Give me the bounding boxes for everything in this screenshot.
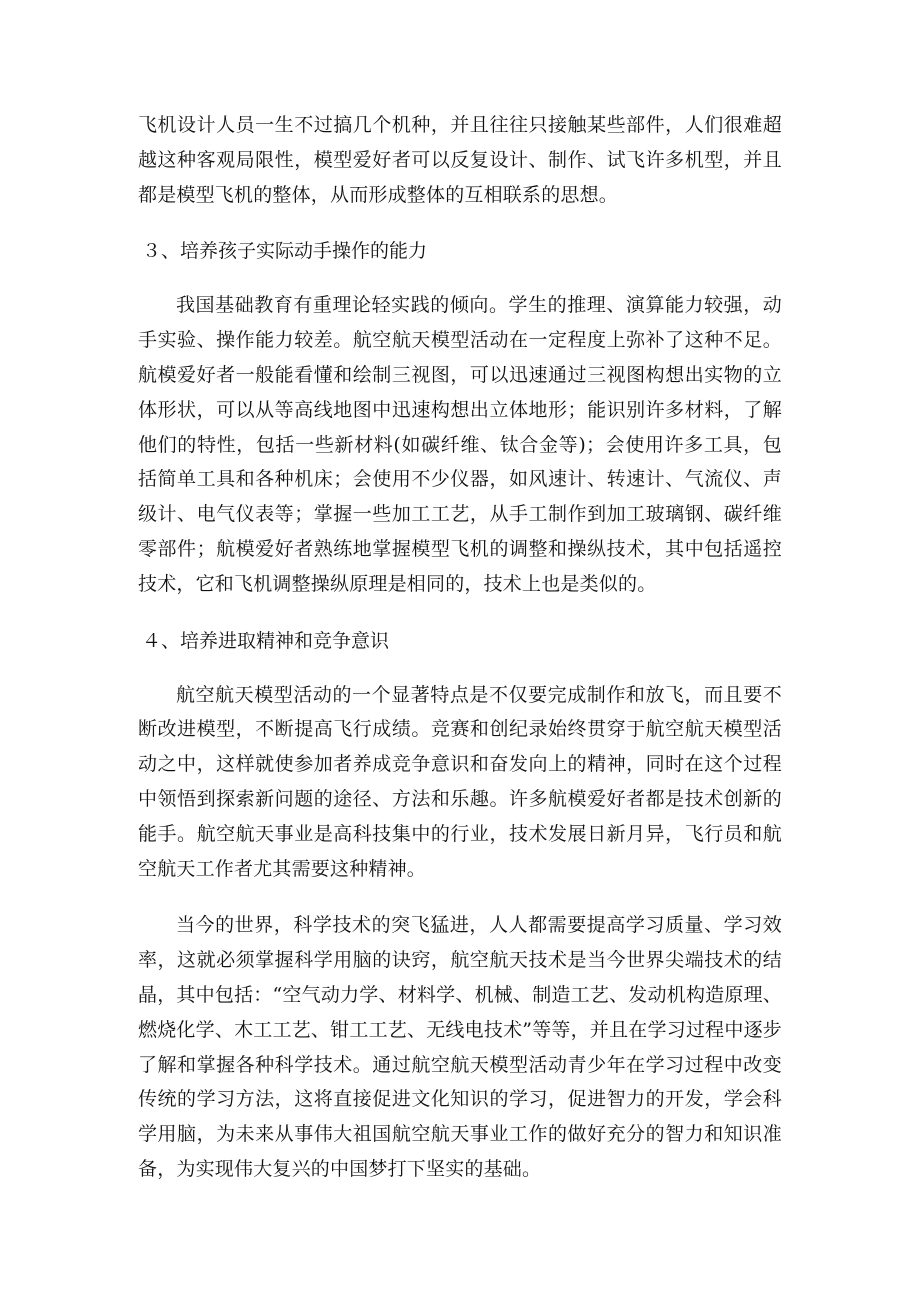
paragraph-spacer xyxy=(138,658,782,678)
paragraph-spacer xyxy=(138,602,782,624)
section-heading-3: ３、培养孩子实际动手操作的能力 xyxy=(142,240,428,263)
section-heading-4: ４、培养进取精神和竞争意识 xyxy=(142,629,390,652)
paragraph-spacer xyxy=(138,886,782,908)
paragraph-competition-spirit: 航空航天模型活动的一个显著特点是不仅要完成制作和放飞，而且要不断改进模型，不断提高飞行成绩。竞赛和创纪录始终贯穿于航空航天模型活动之中，这样就使参加者养成竞争意识和奋发向上的精神，同时在这个过程中领悟到探索新问题的途径、方法和乐趣。许多航模爱好者都是技术创新的能手。航空航天事业是高科技集中的行业，技术发展日新月异，飞行员和航空航天工作者尤其需要这种精神。 xyxy=(138,683,782,880)
paragraph-scientific-learning: 当今的世界，科学技术的突飞猛进，人人都需要提高学习质量、学习效率，这就必须掌握科学用脑的诀窍，航空航天技术是当今世界尖端技术的结晶，其中包括：“空气动力学、材料学、机械、制造工艺、发动机构造原理、燃烧化学、木工工艺、钳工工艺、无线电技术”等等，并且在学习过程中逐步了解和掌握各种科学技术。通过航空航天模型活动青少年在学习过程中改变传统的学习方法，这将直接促进文化知识的学习，促进智力的开发，学会科学用脑，为未来从事伟大祖国航空航天事业工作的做好充分的智力和知识准备，为实现伟大复兴的中国梦打下坚实的基础。 xyxy=(138,914,782,1180)
paragraph-spacer xyxy=(138,268,782,288)
paragraph-spacer xyxy=(138,212,782,234)
paragraph-hands-on-ability: 我国基础教育有重理论轻实践的倾向。学生的推理、演算能力较强，动手实验、操作能力较差。航空航天模型活动在一定程度上弥补了这种不足。航模爱好者一般能看懂和绘制三视图，可以迅速通过三视图构想出实物的立体形状，可以从等高线地图中迅速构想出立体地形；能识别许多材料，了解他们的特性，包括一些新材料(如碳纤维、钛合金等)；会使用许多工具，包括简单工具和各种机床；会使用不少仪器，如风速计、转速计、气流仪、声级计、电气仪表等；掌握一些加工工艺，从手工制作到加工玻璃钢、碳纤维零部件；航模爱好者熟练地掌握模型飞机的调整和操纵技术，其中包括遥控技术，它和飞机调整操纵原理是相同的，技术上也是类似的。 xyxy=(138,294,782,595)
paragraph-design-limitations: 飞机设计人员一生不过搞几个机种，并且往往只接触某些部件，人们很难超越这种客观局限性，模型爱好者可以反复设计、制作、试飞许多机型，并且都是模型飞机的整体，从而形成整体的互相联系的思想。 xyxy=(138,114,782,206)
